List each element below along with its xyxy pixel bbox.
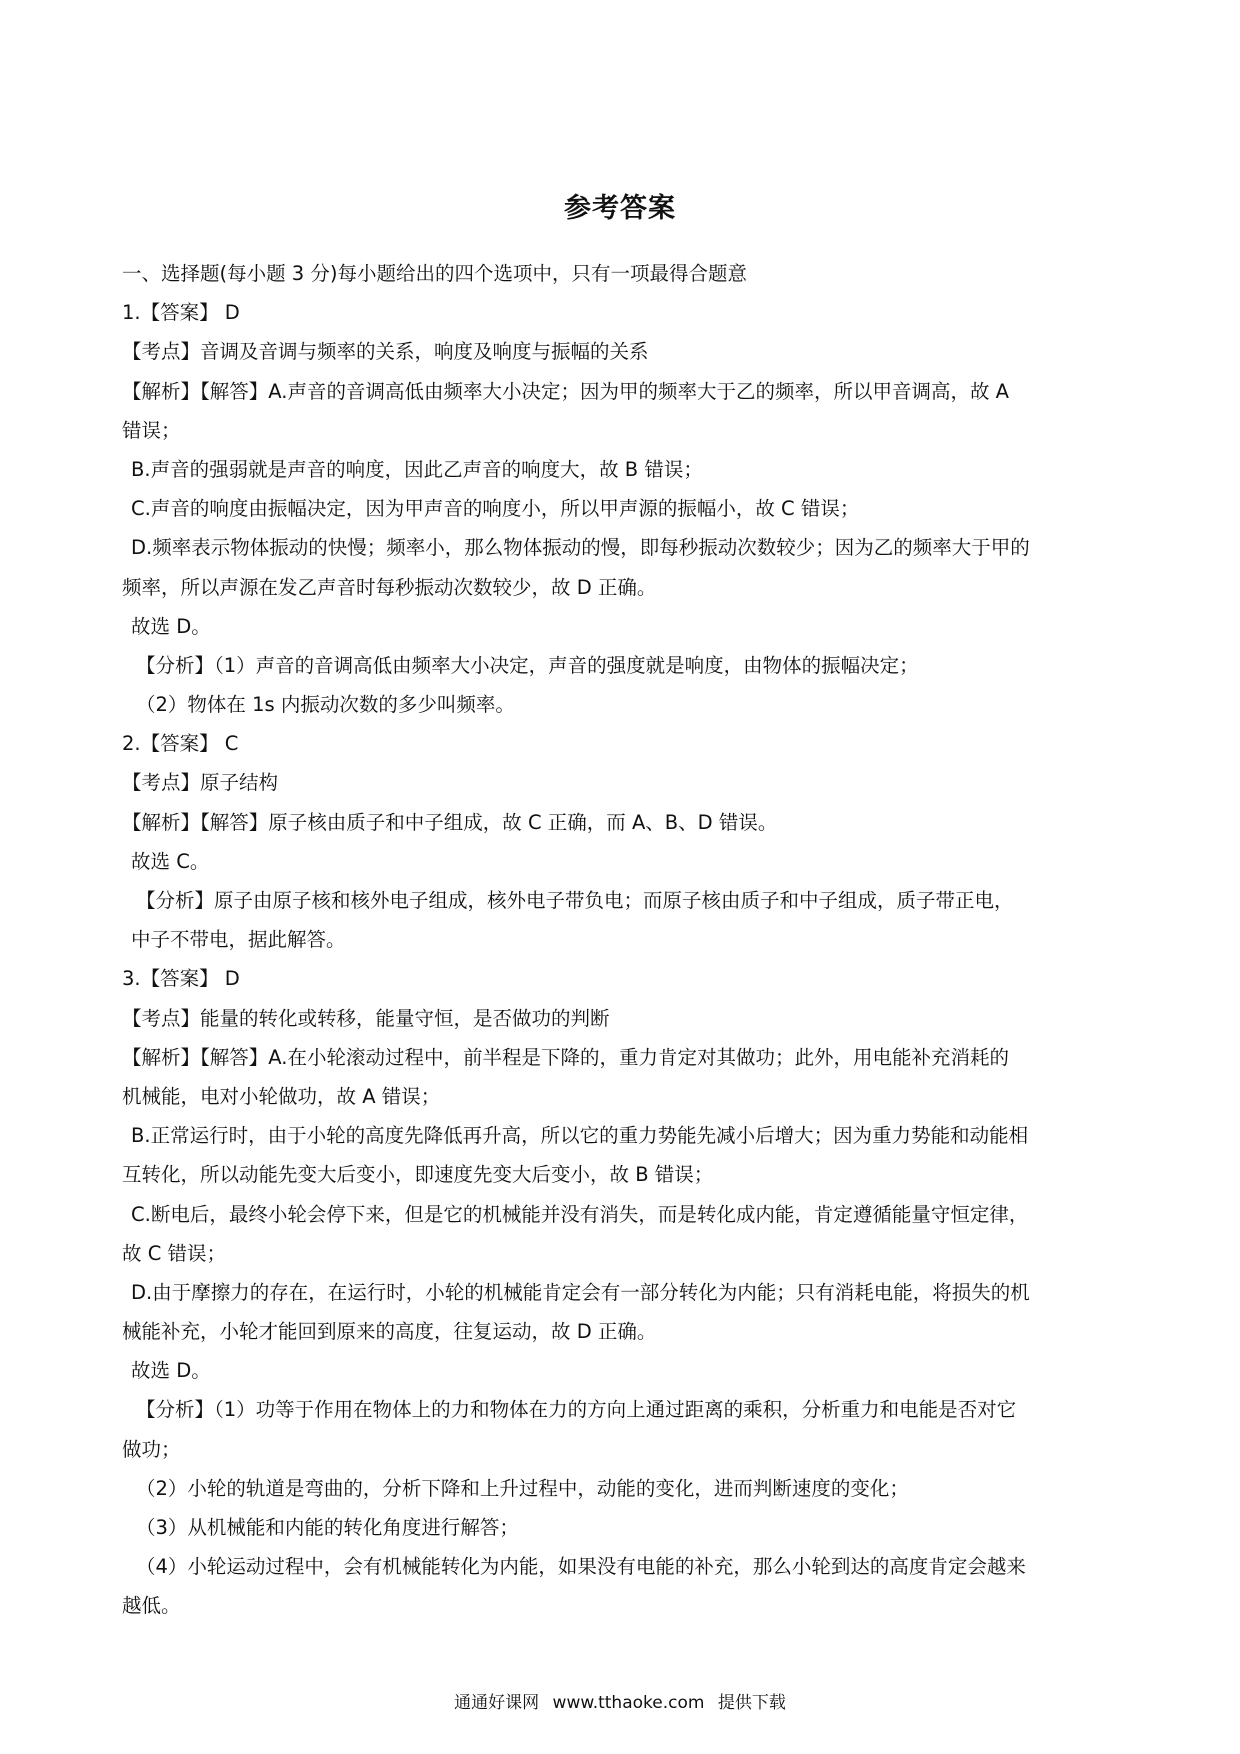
q3-option-d: D.由于摩擦力的存在，在运行时，小轮的机械能肯定会有一部分转化为内能；只有消耗电能，将损失的机 (131, 1280, 1030, 1304)
q3-explain-2: （2）小轮的轨道是弯曲的，分析下降和上升过程中，动能的变化，进而判断速度的变化； (136, 1476, 909, 1500)
q2-analysis: 【解析】【解答】原子核由质子和中子组成，故 C 正确，而 A、B、D 错误。 (122, 810, 778, 834)
q3-analysis: 【解析】【解答】A.在小轮滚动过程中，前半程是下降的，重力肯定对其做功；此外，用电能补充消耗的 (122, 1045, 1009, 1069)
q2-topic: 【考点】原子结构 (122, 771, 279, 795)
q3-option-c-cont: 故 C 错误； (122, 1241, 227, 1265)
q1-explain-1: 【分析】（1）声音的音调高低由频率大小决定，声音的强度就是响度，由物体的振幅决定； (136, 653, 919, 677)
q1-analysis-cont: 错误； (122, 418, 181, 442)
q3-option-c: C.断电后，最终小轮会停下来，但是它的机械能并没有消失，而是转化成内能，肯定遵循能量守恒定律， (131, 1202, 1029, 1226)
q1-option-c: C.声音的响度由振幅决定，因为甲声音的响度小，所以甲声源的振幅小，故 C 错误； (131, 497, 860, 521)
q3-option-b-cont: 互转化，所以动能先变大后变小，即速度先变大后变小，故 B 错误； (122, 1163, 714, 1187)
q3-option-d-cont: 械能补充，小轮才能回到原来的高度，往复运动，故 D 正确。 (122, 1320, 657, 1344)
q1-answer: 1.【答案】 D (122, 301, 240, 325)
q2-choice: 故选 C。 (131, 849, 210, 873)
q1-option-d-cont: 频率，所以声源在发乙声音时每秒振动次数较少，故 D 正确。 (122, 575, 657, 599)
section-heading: 一、选择题(每小题 3 分)每小题给出的四个选项中，只有一项最得合题意 (122, 262, 748, 285)
q2-answer: 2.【答案】 C (122, 732, 239, 756)
q3-topic: 【考点】能量的转化或转移，能量守恒，是否做功的判断 (122, 1006, 610, 1030)
q3-explain-1: 【分析】（1）功等于作用在物体上的力和物体在力的方向上通过距离的乘积，分析重力和电能是否对它 (136, 1398, 1017, 1422)
q1-analysis: 【解析】【解答】A.声音的音调高低由频率大小决定；因为甲的频率大于乙的频率，所以甲音调高，故 A (122, 379, 1009, 403)
q1-option-b: B.声音的强弱就是声音的响度，因此乙声音的响度大，故 B 错误； (131, 457, 703, 481)
q2-explain: 【分析】原子由原子核和核外电子组成，核外电子带负电；而原子核由质子和中子组成，质子带正电， (136, 889, 1014, 912)
q1-choice: 故选 D。 (131, 614, 211, 638)
q3-explain-1-cont: 做功； (122, 1437, 181, 1461)
q1-topic: 【考点】音调及音调与频率的关系，响度及响度与振幅的关系 (122, 340, 649, 364)
q3-choice: 故选 D。 (131, 1359, 211, 1383)
footer-site-name: 通通好课网 (454, 1693, 540, 1713)
q3-option-b: B.正常运行时，由于小轮的高度先降低再升高，所以它的重力势能先减小后增大；因为重力势能和动能相 (131, 1124, 1029, 1148)
q1-explain-2: （2）物体在 1s 内振动次数的多少叫频率。 (136, 693, 515, 717)
q3-explain-4-cont: 越低。 (122, 1594, 181, 1618)
q3-answer: 3.【答案】 D (122, 967, 240, 991)
page-title: 参考答案 (564, 193, 676, 224)
q3-explain-3: （3）从机械能和内能的转化角度进行解答； (136, 1516, 519, 1539)
q3-explain-4: （4）小轮运动过程中，会有机械能转化为内能，如果没有电能的补充，那么小轮到达的高度肯定会越来 (136, 1555, 1026, 1579)
footer-note: 提供下载 (717, 1693, 786, 1713)
q1-option-d: D.频率表示物体振动的快慢；频率小，那么物体振动的慢，即每秒振动次数较少；因为乙的频率大于甲的 (131, 536, 1030, 560)
footer-url[interactable]: www.tthaoke.com (552, 1693, 705, 1713)
q3-analysis-cont: 机械能，电对小轮做功，故 A 错误； (122, 1084, 441, 1108)
page-footer (0, 1688, 1240, 1713)
answer-body (122, 254, 1132, 1626)
q2-explain-cont: 中子不带电，据此解答。 (131, 928, 346, 952)
